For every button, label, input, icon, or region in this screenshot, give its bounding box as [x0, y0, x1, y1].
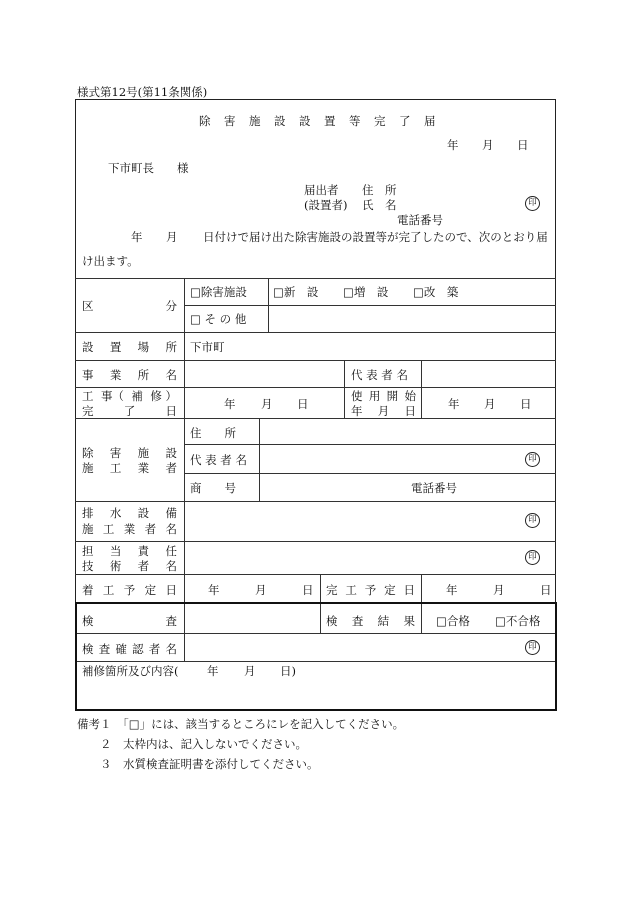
drainage-label-2: 施 工 業 者 名 [82, 522, 177, 536]
representative-label: 代 表 者 名 [351, 368, 408, 382]
checkbox-other[interactable]: □ そ の 他 [190, 312, 247, 326]
contractor-address-label: 住 所 [190, 426, 236, 440]
table-rule [320, 574, 321, 633]
note-1: 備考１ 「□」には、該当するところにレを記入してください。 [77, 717, 405, 731]
drainage-seal-icon: 印 [525, 513, 540, 528]
table-rule [421, 574, 422, 633]
office-label: 事 業 所 名 [82, 368, 177, 382]
location-label: 設 置 場 所 [82, 340, 177, 354]
checkbox-rebuild[interactable]: □改 築 [413, 285, 459, 299]
end-schedule-label: 完 工 予 定 日 [326, 583, 415, 597]
table-rule [75, 501, 556, 502]
checkbox-new[interactable]: □新 設 [273, 285, 319, 299]
category-label: 区 分 [82, 299, 177, 313]
form-number: 様式第12号(第11条関係) [77, 85, 208, 99]
inspection-result-label: 検 査 結 果 [326, 614, 415, 628]
drainage-label-1: 排 水 設 備 [82, 506, 177, 520]
inspector-label: 検 査 確 認 者 名 [82, 642, 177, 656]
checkbox-pass[interactable]: □合格 [436, 614, 470, 628]
table-rule [421, 360, 422, 418]
table-rule [75, 360, 556, 361]
table-rule [75, 278, 556, 279]
table-rule [184, 444, 556, 445]
engineer-label-2: 技 術 者 名 [82, 559, 177, 573]
engineer-label-1: 担 当 責 任 [82, 544, 177, 558]
table-rule [75, 541, 556, 542]
use-start-label-1: 使 用 開 始 [351, 389, 416, 403]
completion-label-1: 工 事（ 補 修 ） [82, 389, 177, 403]
table-rule [75, 633, 556, 634]
contractor-seal-icon: 印 [525, 452, 540, 467]
checkbox-fail[interactable]: □不合格 [495, 614, 541, 628]
contractor-phone-label: 電話番号 [411, 481, 457, 495]
location-value: 下市町 [190, 340, 225, 354]
repair-label: 補修箇所及び内容( [82, 664, 179, 678]
table-rule [75, 332, 556, 333]
addressee: 下市町長 様 [108, 161, 189, 175]
table-rule [184, 278, 185, 661]
use-start-label-2: 年 月 日 [351, 404, 416, 418]
checkbox-expand[interactable]: □増 設 [343, 285, 389, 299]
start-schedule-label: 着 工 予 定 日 [82, 583, 177, 597]
table-rule [184, 305, 556, 306]
inspector-seal-icon: 印 [525, 640, 540, 655]
note-2: ２ 太枠内は、記入しないでください。 [100, 737, 307, 751]
contractor-label-1: 除 害 施 設 [82, 446, 177, 460]
completion-label-2: 完 了 日 [82, 404, 177, 418]
table-rule [268, 278, 269, 332]
engineer-seal-icon: 印 [525, 550, 540, 565]
applicant-seal-icon: 印 [525, 196, 540, 211]
checkbox-jogai[interactable]: □除害施設 [190, 285, 247, 299]
form-title: 除害施設設置等完了届 [199, 114, 449, 128]
inspection-label: 検 査 [82, 614, 177, 628]
table-rule [259, 418, 260, 501]
table-rule [344, 360, 345, 418]
table-rule [75, 661, 556, 662]
contractor-label-2: 施 工 業 者 [82, 461, 177, 475]
table-rule [184, 473, 556, 474]
table-rule [75, 574, 556, 575]
contractor-trade-label: 商 号 [190, 481, 236, 495]
contractor-rep-label: 代 表 者 名 [190, 453, 247, 467]
note-3: ３ 水質検査証明書を添付してください。 [100, 757, 319, 771]
